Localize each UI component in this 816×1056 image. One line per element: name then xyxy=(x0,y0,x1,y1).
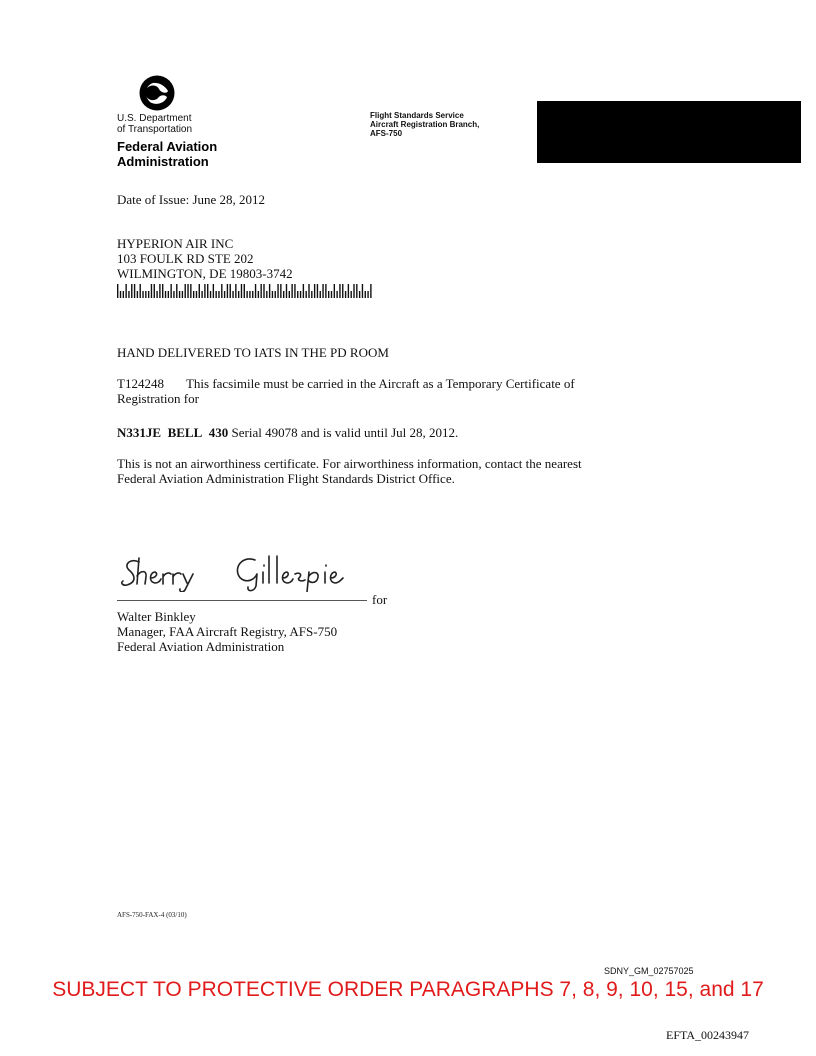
barcode-bar xyxy=(322,284,323,298)
agency-name xyxy=(117,139,217,169)
address-line-1: HYPERION AIR INC xyxy=(117,236,234,251)
barcode-bar xyxy=(244,284,245,298)
agency-line-2: Administration xyxy=(117,154,209,169)
office-line-3: AFS-750 xyxy=(370,129,403,138)
barcode-bar xyxy=(123,291,124,298)
barcode-bar xyxy=(241,284,242,298)
barcode-bar xyxy=(266,291,267,298)
barcode-bar xyxy=(142,291,143,298)
protective-order-notice: SUBJECT TO PROTECTIVE ORDER PARAGRAPHS 7, 8, 9, 10, 15, and 17 xyxy=(52,978,764,1001)
barcode-bar xyxy=(317,284,318,298)
barcode-bar xyxy=(300,291,301,298)
delivery-note: HAND DELIVERED TO IATS IN THE PD ROOM xyxy=(117,345,389,360)
barcode-bar xyxy=(154,284,155,298)
barcode-bar xyxy=(291,284,292,298)
barcode-bar xyxy=(182,291,183,298)
barcode-bar xyxy=(362,284,363,298)
barcode-bar xyxy=(204,284,205,298)
barcode-bar xyxy=(117,284,118,298)
barcode-bar xyxy=(283,291,284,298)
aircraft-registration: N331JE xyxy=(117,425,162,440)
barcode-bar xyxy=(145,291,146,298)
barcode-bar xyxy=(125,284,126,298)
barcode-bar xyxy=(215,291,216,298)
bates-stamp: SDNY_GM_02757025 xyxy=(604,966,694,976)
for-label: for xyxy=(372,592,388,607)
barcode-bar xyxy=(162,284,163,298)
barcode-bar xyxy=(187,284,188,298)
recipient-address xyxy=(117,236,293,281)
efta-identifier: EFTA_00243947 xyxy=(666,1028,750,1042)
barcode-bar xyxy=(159,284,160,298)
barcode-bar xyxy=(179,291,180,298)
department-line-1: U.S. Department xyxy=(117,113,192,124)
department-line-2: of Transportation xyxy=(117,124,193,135)
barcode-bar xyxy=(213,284,214,298)
barcode-bar xyxy=(336,291,337,298)
barcode-bar xyxy=(170,284,171,298)
barcode-bar xyxy=(367,291,368,298)
date-of-issue: Date of Issue: June 28, 2012 xyxy=(117,192,266,207)
barcode-bar xyxy=(325,284,326,298)
signer-block xyxy=(117,609,337,654)
barcode-bar xyxy=(339,284,340,298)
office-line-1: Flight Standards Service xyxy=(370,111,464,120)
barcode-bar xyxy=(193,291,194,298)
barcode-bar xyxy=(238,291,239,298)
barcode-bar xyxy=(345,291,346,298)
barcode-bar xyxy=(148,291,149,298)
dot-logo-icon xyxy=(139,75,175,111)
barcode-bar xyxy=(235,284,236,298)
barcode-bar xyxy=(176,284,177,298)
barcode-bar xyxy=(365,291,366,298)
barcode-bar xyxy=(303,284,304,298)
barcode-bar xyxy=(286,284,287,298)
office-line-2: Aircraft Registration Branch, xyxy=(370,120,480,129)
barcode-bar xyxy=(356,284,357,298)
form-identifier: AFS-750-FAX-4 (03/10) xyxy=(117,911,187,919)
barcode-bar xyxy=(134,284,135,298)
handwritten-signature xyxy=(117,550,377,592)
barcode-bar xyxy=(249,291,250,298)
barcode-bar xyxy=(218,291,219,298)
address-line-2: 103 FOULK RD STE 202 xyxy=(117,251,254,266)
barcode-bar xyxy=(185,284,186,298)
barcode-bar xyxy=(258,291,259,298)
barcode-bar xyxy=(328,291,329,298)
barcode-bar xyxy=(334,284,335,298)
barcode-bar xyxy=(272,291,273,298)
signer-organization: Federal Aviation Administration xyxy=(117,639,285,654)
barcode-bar xyxy=(289,291,290,298)
barcode-bar xyxy=(350,291,351,298)
signer-title: Manager, FAA Aircraft Registry, AFS-750 xyxy=(117,624,338,639)
signature-line xyxy=(117,600,367,601)
aircraft-make: BELL xyxy=(167,425,203,440)
barcode-bar xyxy=(297,291,298,298)
barcode-bar xyxy=(252,291,253,298)
barcode-bar xyxy=(201,291,202,298)
office-block xyxy=(370,111,479,138)
barcode-bar xyxy=(370,284,371,298)
barcode-bar xyxy=(137,291,138,298)
barcode-bar xyxy=(221,284,222,298)
barcode-bar xyxy=(196,291,197,298)
barcode-bar xyxy=(275,291,276,298)
barcode-bar xyxy=(128,291,129,298)
barcode-bar xyxy=(280,284,281,298)
barcode-bar xyxy=(342,284,343,298)
barcode-bar xyxy=(331,291,332,298)
barcode-bar xyxy=(168,291,169,298)
barcode-bar xyxy=(308,284,309,298)
barcode-bar xyxy=(320,291,321,298)
barcode-bar xyxy=(151,284,152,298)
barcode-bar xyxy=(314,284,315,298)
disclaimer-line-2: Federal Aviation Administration Flight Standards District Office. xyxy=(117,471,455,486)
barcode-bar xyxy=(140,284,141,298)
barcode-bar xyxy=(269,284,270,298)
aircraft-model: 430 xyxy=(208,425,229,440)
barcode-bar xyxy=(156,291,157,298)
barcode-bar xyxy=(263,284,264,298)
agency-line-1: Federal Aviation xyxy=(117,139,218,154)
barcode-bar xyxy=(260,284,261,298)
barcode-bar xyxy=(230,284,231,298)
barcode-bar xyxy=(232,291,233,298)
barcode-bar xyxy=(190,284,191,298)
barcode-bar xyxy=(305,291,306,298)
certificate-paragraph xyxy=(117,376,697,406)
barcode-bar xyxy=(120,291,121,298)
barcode-bar xyxy=(207,284,208,298)
aircraft-validity: Serial 49078 and is valid until Jul 28, 2012. xyxy=(228,425,459,440)
barcode-bar xyxy=(227,284,228,298)
barcode-bar xyxy=(131,284,132,298)
barcode-bar xyxy=(255,284,256,298)
department-name xyxy=(117,113,192,135)
address-line-3: WILMINGTON, DE 19803-3742 xyxy=(117,266,293,281)
barcode-bar xyxy=(173,291,174,298)
redaction-box xyxy=(537,101,801,163)
barcode-bar xyxy=(246,291,247,298)
barcode-bar xyxy=(294,284,295,298)
barcode-bar xyxy=(199,284,200,298)
certificate-text-continued: Registration for xyxy=(117,391,199,406)
barcode-bar xyxy=(165,291,166,298)
aircraft-line xyxy=(117,425,458,440)
barcode-bar xyxy=(224,291,225,298)
barcode-bar xyxy=(353,284,354,298)
barcode-bar xyxy=(311,291,312,298)
disclaimer xyxy=(117,456,582,486)
certificate-text: This facsimile must be carried in the Aircraft as a Temporary Certificate of xyxy=(185,376,575,391)
barcode-bar xyxy=(359,291,360,298)
postal-barcode xyxy=(117,284,373,298)
barcode-bar xyxy=(348,284,349,298)
disclaimer-line-1: This is not an airworthiness certificate. For airworthiness information, contact the nearest xyxy=(117,456,582,471)
barcode-bar xyxy=(210,291,211,298)
certificate-number: T124248 xyxy=(117,376,164,391)
signer-name: Walter Binkley xyxy=(117,609,196,624)
barcode-bar xyxy=(277,284,278,298)
